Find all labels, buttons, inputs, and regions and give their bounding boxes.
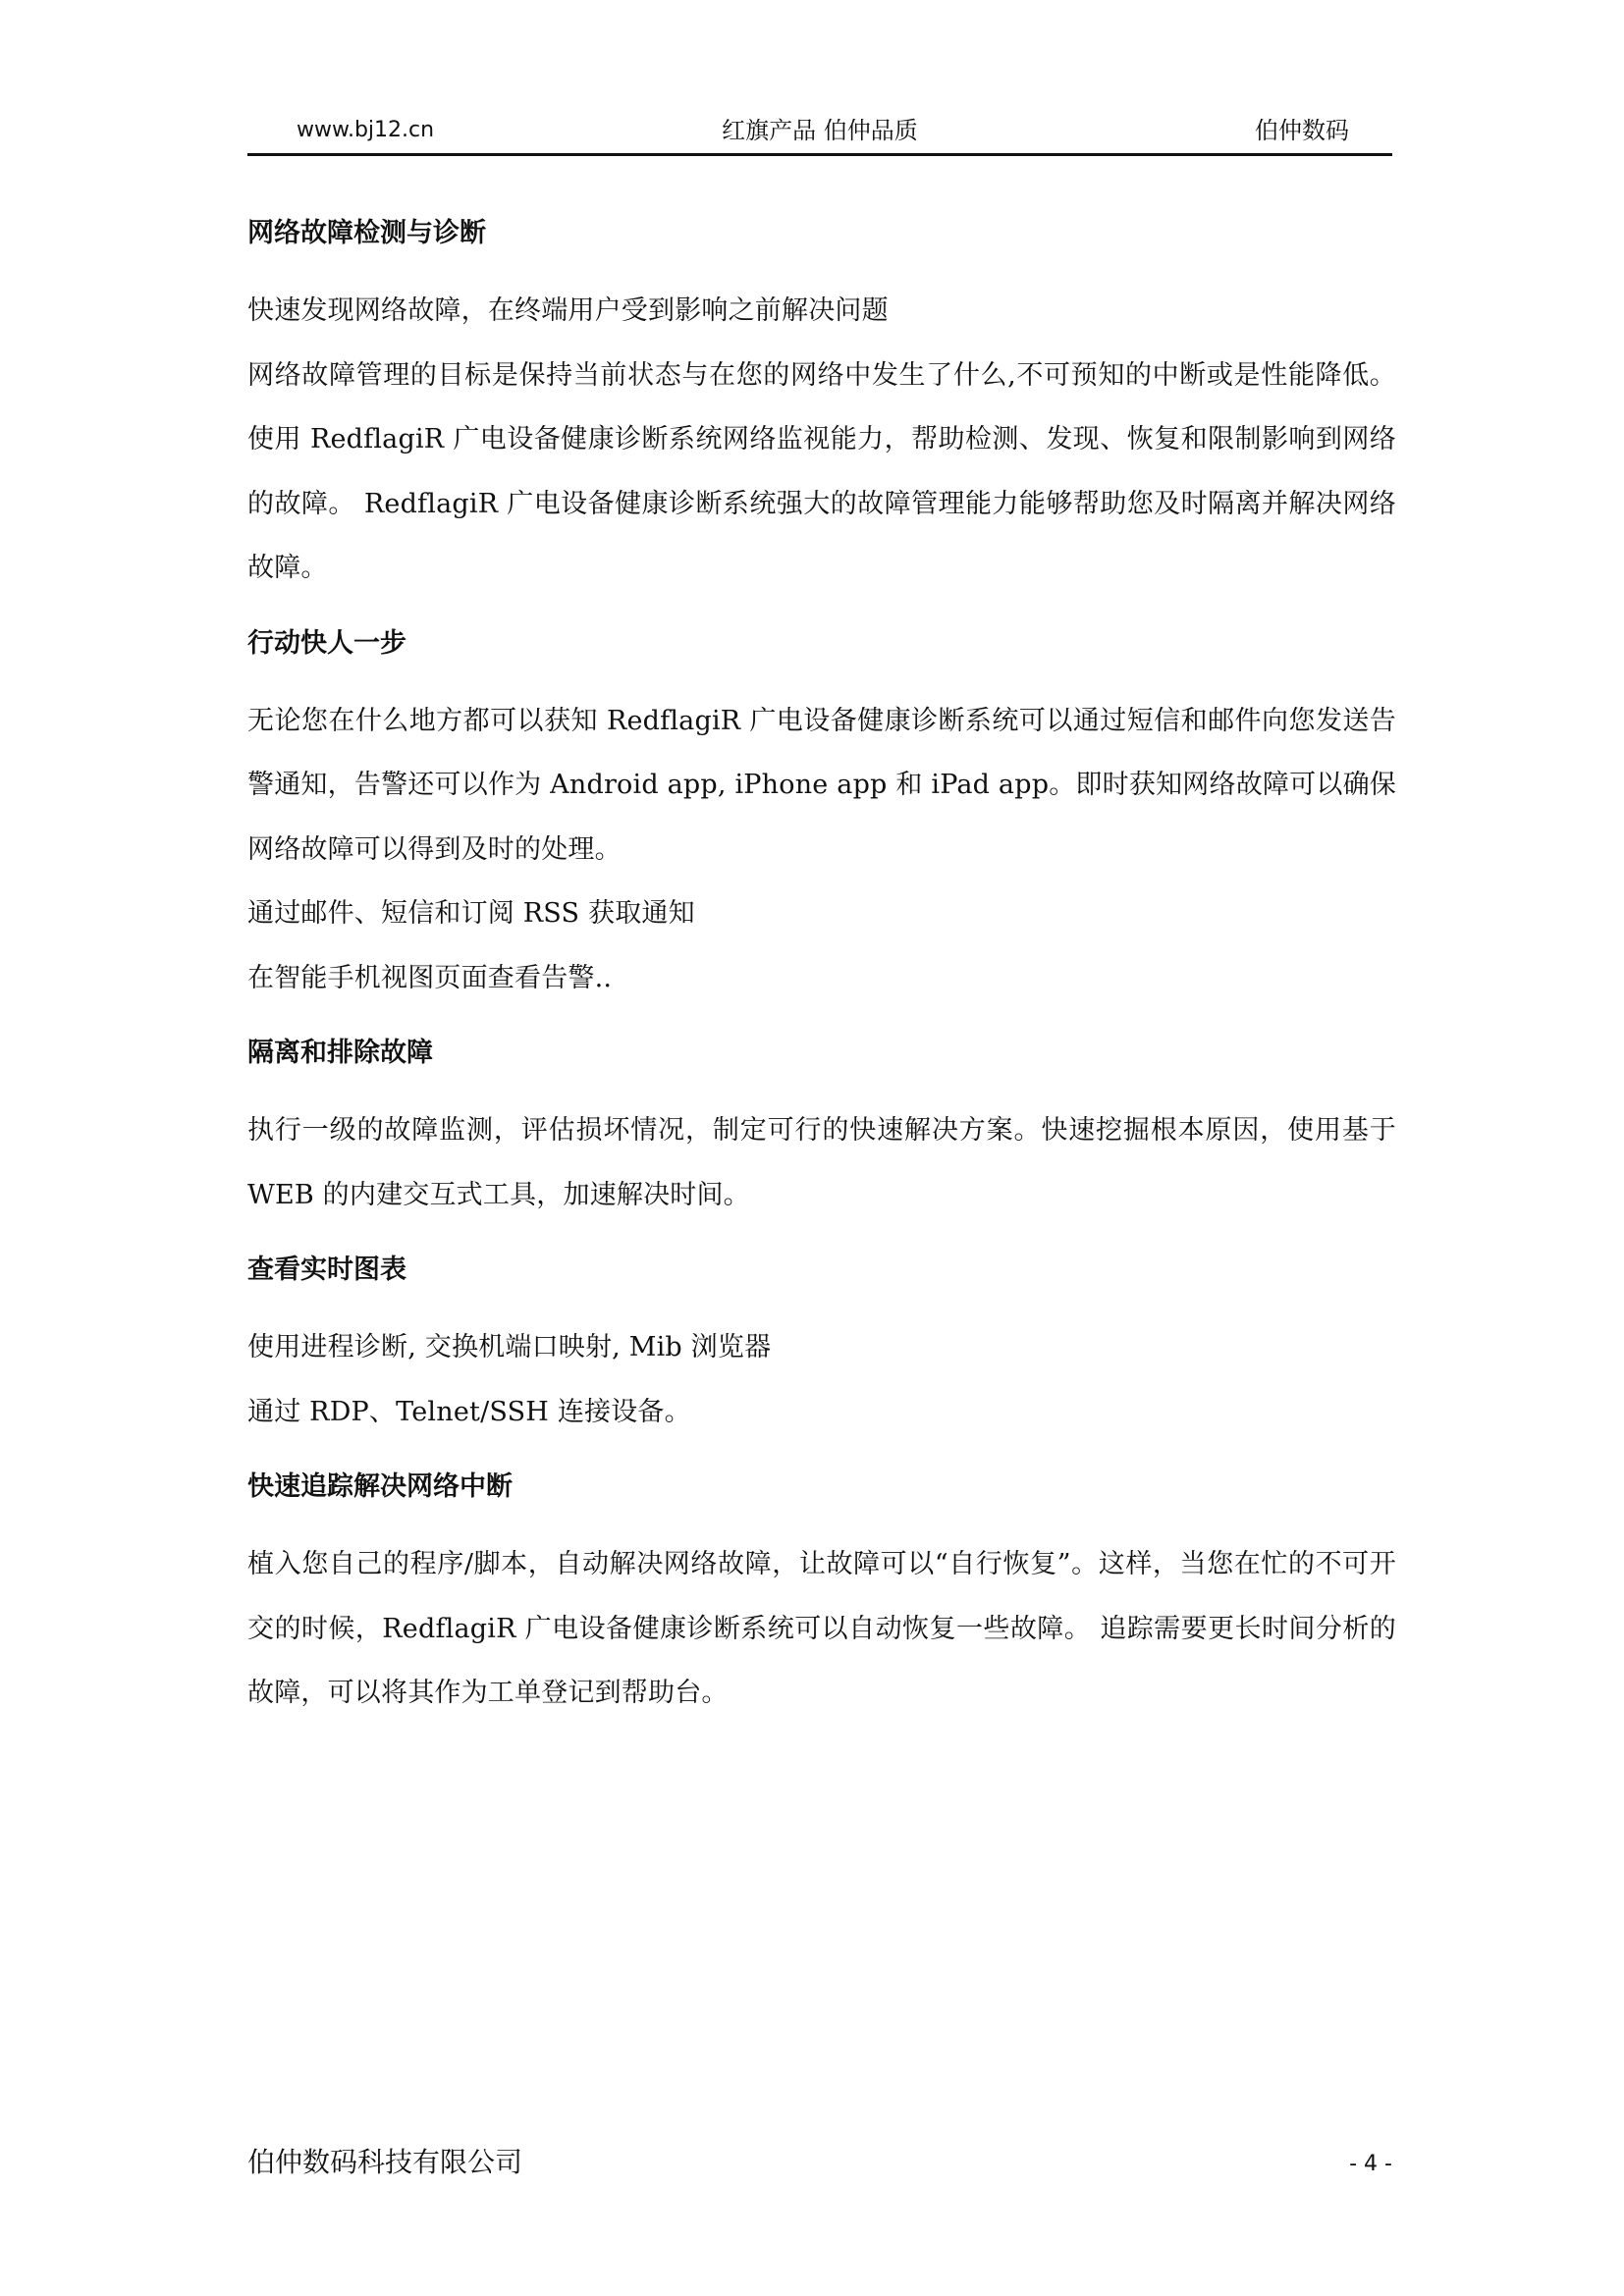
paragraph: 执行一级的故障监测，评估损坏情况，制定可行的快速解决方案。快速挖掘根本原因，使用基于 WEB 的内建交互式工具，加速解决时间。 (247, 1115, 1396, 1210)
paragraph: 通过邮件、短信和订阅 RSS 获取通知 (247, 898, 695, 929)
section-title: 隔离和排除故障 (247, 1038, 433, 1068)
footer-company: 伯仲数码科技有限公司 (247, 2146, 523, 2178)
section-title: 行动快人一步 (247, 627, 406, 659)
section-title: 查看实时图表 (247, 1255, 406, 1285)
header-website: www.bj12.cn (297, 118, 435, 142)
paragraph: 快速发现网络故障，在终端用户受到影响之前解决问题 (247, 295, 889, 326)
page-content (247, 214, 1396, 1726)
paragraph: 网络故障管理的目标是保持当前状态与在您的网络中发生了什么,不可预知的中断或是性能降低。使用 RedflagiR 广电设备健康诊断系统网络监视能力，帮助检测、发现、恢复和限制影响到网络的故障。 RedflagiR 广电设备健康诊断系统强大的故障管理能力能够帮助您及时隔离并解决网络故障。 (247, 359, 1396, 583)
page-header (247, 110, 1392, 156)
page-footer (247, 2143, 1392, 2182)
section-title: 快速追踪解决网络中断 (247, 1471, 513, 1502)
header-slogan: 红旗产品 伯仲品质 (722, 117, 918, 144)
paragraph: 通过 RDP、Telnet/SSH 连接设备。 (247, 1396, 691, 1427)
paragraph: 无论您在什么地方都可以获知 RedflagiR 广电设备健康诊断系统可以通过短信和邮件向您发送告警通知，告警还可以作为 Android app, iPhone app 和 iPad app。即时获知网络故障可以确保网络故障可以得到及时的处理。 (247, 705, 1396, 865)
header-brand: 伯仲数码 (1255, 117, 1349, 144)
paragraph: 使用进程诊断, 交换机端口映射, Mib 浏览器 (247, 1332, 772, 1362)
paragraph: 在智能手机视图页面查看告警.. (247, 962, 613, 993)
paragraph: 植入您自己的程序/脚本，自动解决网络故障，让故障可以“自行恢复”。这样，当您在忙的不可开交的时候，RedflagiR 广电设备健康诊断系统可以自动恢复一些故障。 追踪需要更长时间分析的故障，可以将其作为工单登记到帮助台。 (247, 1549, 1396, 1708)
page-number: - 4 - (1349, 2152, 1392, 2176)
section-title: 网络故障检测与诊断 (247, 218, 486, 248)
